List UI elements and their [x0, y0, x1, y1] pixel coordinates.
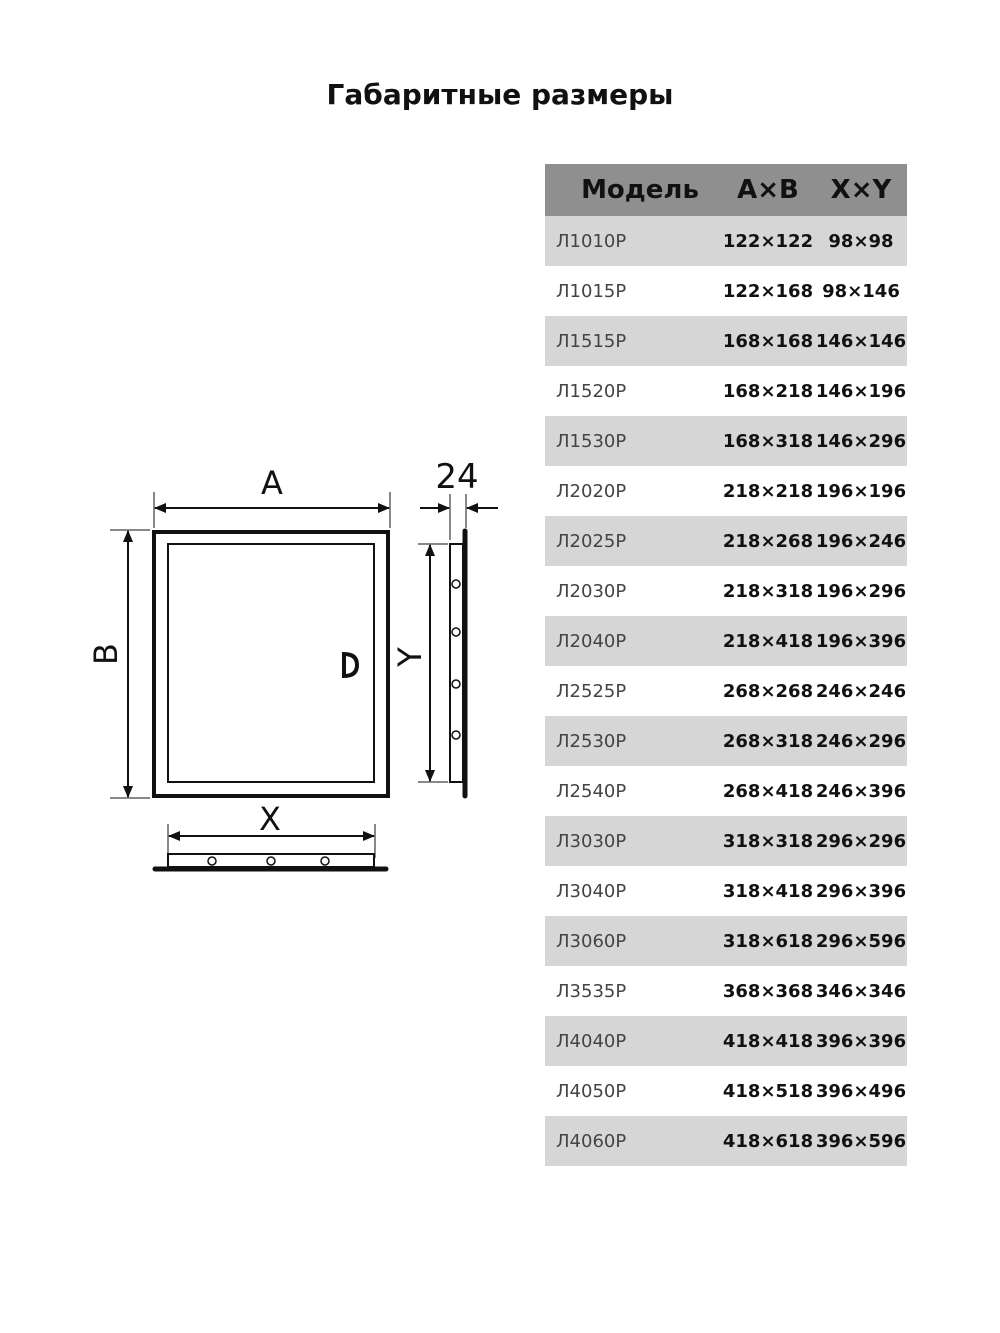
model-cell: Л1515Р: [545, 316, 721, 366]
ab-cell: 168×168: [721, 316, 815, 366]
table-row: [545, 916, 907, 966]
ab-cell: 218×318: [721, 566, 815, 616]
model-cell: Л2040Р: [545, 616, 721, 666]
ab-cell: 168×218: [721, 366, 815, 416]
dimension-b-label: B: [87, 643, 125, 665]
xy-cell: 296×596: [815, 916, 907, 966]
hatch-outer-frame: [154, 532, 388, 796]
xy-cell: 98×146: [815, 266, 907, 316]
model-cell: Л2525Р: [545, 666, 721, 716]
model-cell: Л2540Р: [545, 766, 721, 816]
model-cell: Л4040Р: [545, 1016, 721, 1066]
xy-cell: 196×396: [815, 616, 907, 666]
column-header-ab: A×B: [721, 164, 815, 216]
screw-hole: [452, 680, 460, 688]
ab-cell: 418×618: [721, 1116, 815, 1166]
model-cell: Л3535Р: [545, 966, 721, 1016]
table-row: [545, 1016, 907, 1066]
table-row: [545, 366, 907, 416]
model-cell: Л1530Р: [545, 416, 721, 466]
screw-hole: [452, 580, 460, 588]
model-cell: Л2025Р: [545, 516, 721, 566]
ab-cell: 318×418: [721, 866, 815, 916]
screw-hole: [208, 857, 216, 865]
model-cell: Л3030Р: [545, 816, 721, 866]
table-row: [545, 216, 907, 266]
xy-cell: 146×196: [815, 366, 907, 416]
ab-cell: 122×122: [721, 216, 815, 266]
screw-hole: [321, 857, 329, 865]
model-cell: Л4050Р: [545, 1066, 721, 1116]
table-row: [545, 966, 907, 1016]
ab-cell: 368×368: [721, 966, 815, 1016]
column-header-xy: X×Y: [815, 164, 907, 216]
dimension-x-label: X: [259, 800, 281, 838]
ab-cell: 418×518: [721, 1066, 815, 1116]
xy-cell: 196×196: [815, 466, 907, 516]
dimension-depth-label: 24: [435, 457, 479, 497]
ab-cell: 122×168: [721, 266, 815, 316]
xy-cell: 98×98: [815, 216, 907, 266]
xy-cell: 196×296: [815, 566, 907, 616]
table-row: [545, 466, 907, 516]
model-cell: Л2020Р: [545, 466, 721, 516]
table-row: [545, 566, 907, 616]
dimension-a-label: A: [261, 464, 283, 502]
model-cell: Л3060Р: [545, 916, 721, 966]
model-cell: Л2530Р: [545, 716, 721, 766]
xy-cell: 396×496: [815, 1066, 907, 1116]
model-cell: Л1520Р: [545, 366, 721, 416]
table-row: [545, 666, 907, 716]
ab-cell: 268×268: [721, 666, 815, 716]
ab-cell: 418×418: [721, 1016, 815, 1066]
ab-cell: 318×618: [721, 916, 815, 966]
xy-cell: 296×296: [815, 816, 907, 866]
dimension-y-label: Y: [391, 647, 429, 667]
ab-cell: 268×318: [721, 716, 815, 766]
size-table: [545, 164, 907, 1166]
table-row: [545, 316, 907, 366]
ab-cell: 168×318: [721, 416, 815, 466]
table-row: [545, 866, 907, 916]
ab-cell: 268×418: [721, 766, 815, 816]
table-row: [545, 766, 907, 816]
table-row: [545, 1066, 907, 1116]
model-cell: Л2030Р: [545, 566, 721, 616]
screw-hole: [452, 628, 460, 636]
model-cell: Л3040Р: [545, 866, 721, 916]
ab-cell: 218×418: [721, 616, 815, 666]
table-row: [545, 266, 907, 316]
column-header-model: Модель: [545, 164, 721, 216]
screw-hole: [452, 731, 460, 739]
ab-cell: 218×218: [721, 466, 815, 516]
xy-cell: 246×396: [815, 766, 907, 816]
latch-icon: [344, 654, 357, 676]
model-cell: Л4060Р: [545, 1116, 721, 1166]
table-row: [545, 416, 907, 466]
table-row: [545, 816, 907, 866]
table-row: [545, 716, 907, 766]
xy-cell: 146×296: [815, 416, 907, 466]
table-row: [545, 1116, 907, 1166]
screw-hole: [267, 857, 275, 865]
table-row: [545, 616, 907, 666]
xy-cell: 246×246: [815, 666, 907, 716]
xy-cell: 396×596: [815, 1116, 907, 1166]
xy-cell: 196×246: [815, 516, 907, 566]
model-cell: Л1010Р: [545, 216, 721, 266]
xy-cell: 246×296: [815, 716, 907, 766]
ab-cell: 218×268: [721, 516, 815, 566]
xy-cell: 396×396: [815, 1016, 907, 1066]
model-cell: Л1015Р: [545, 266, 721, 316]
xy-cell: 146×146: [815, 316, 907, 366]
xy-cell: 346×346: [815, 966, 907, 1016]
table-row: [545, 516, 907, 566]
ab-cell: 318×318: [721, 816, 815, 866]
xy-cell: 296×396: [815, 866, 907, 916]
table-header-row: [545, 164, 907, 216]
page-title: Габаритные размеры: [326, 78, 674, 111]
